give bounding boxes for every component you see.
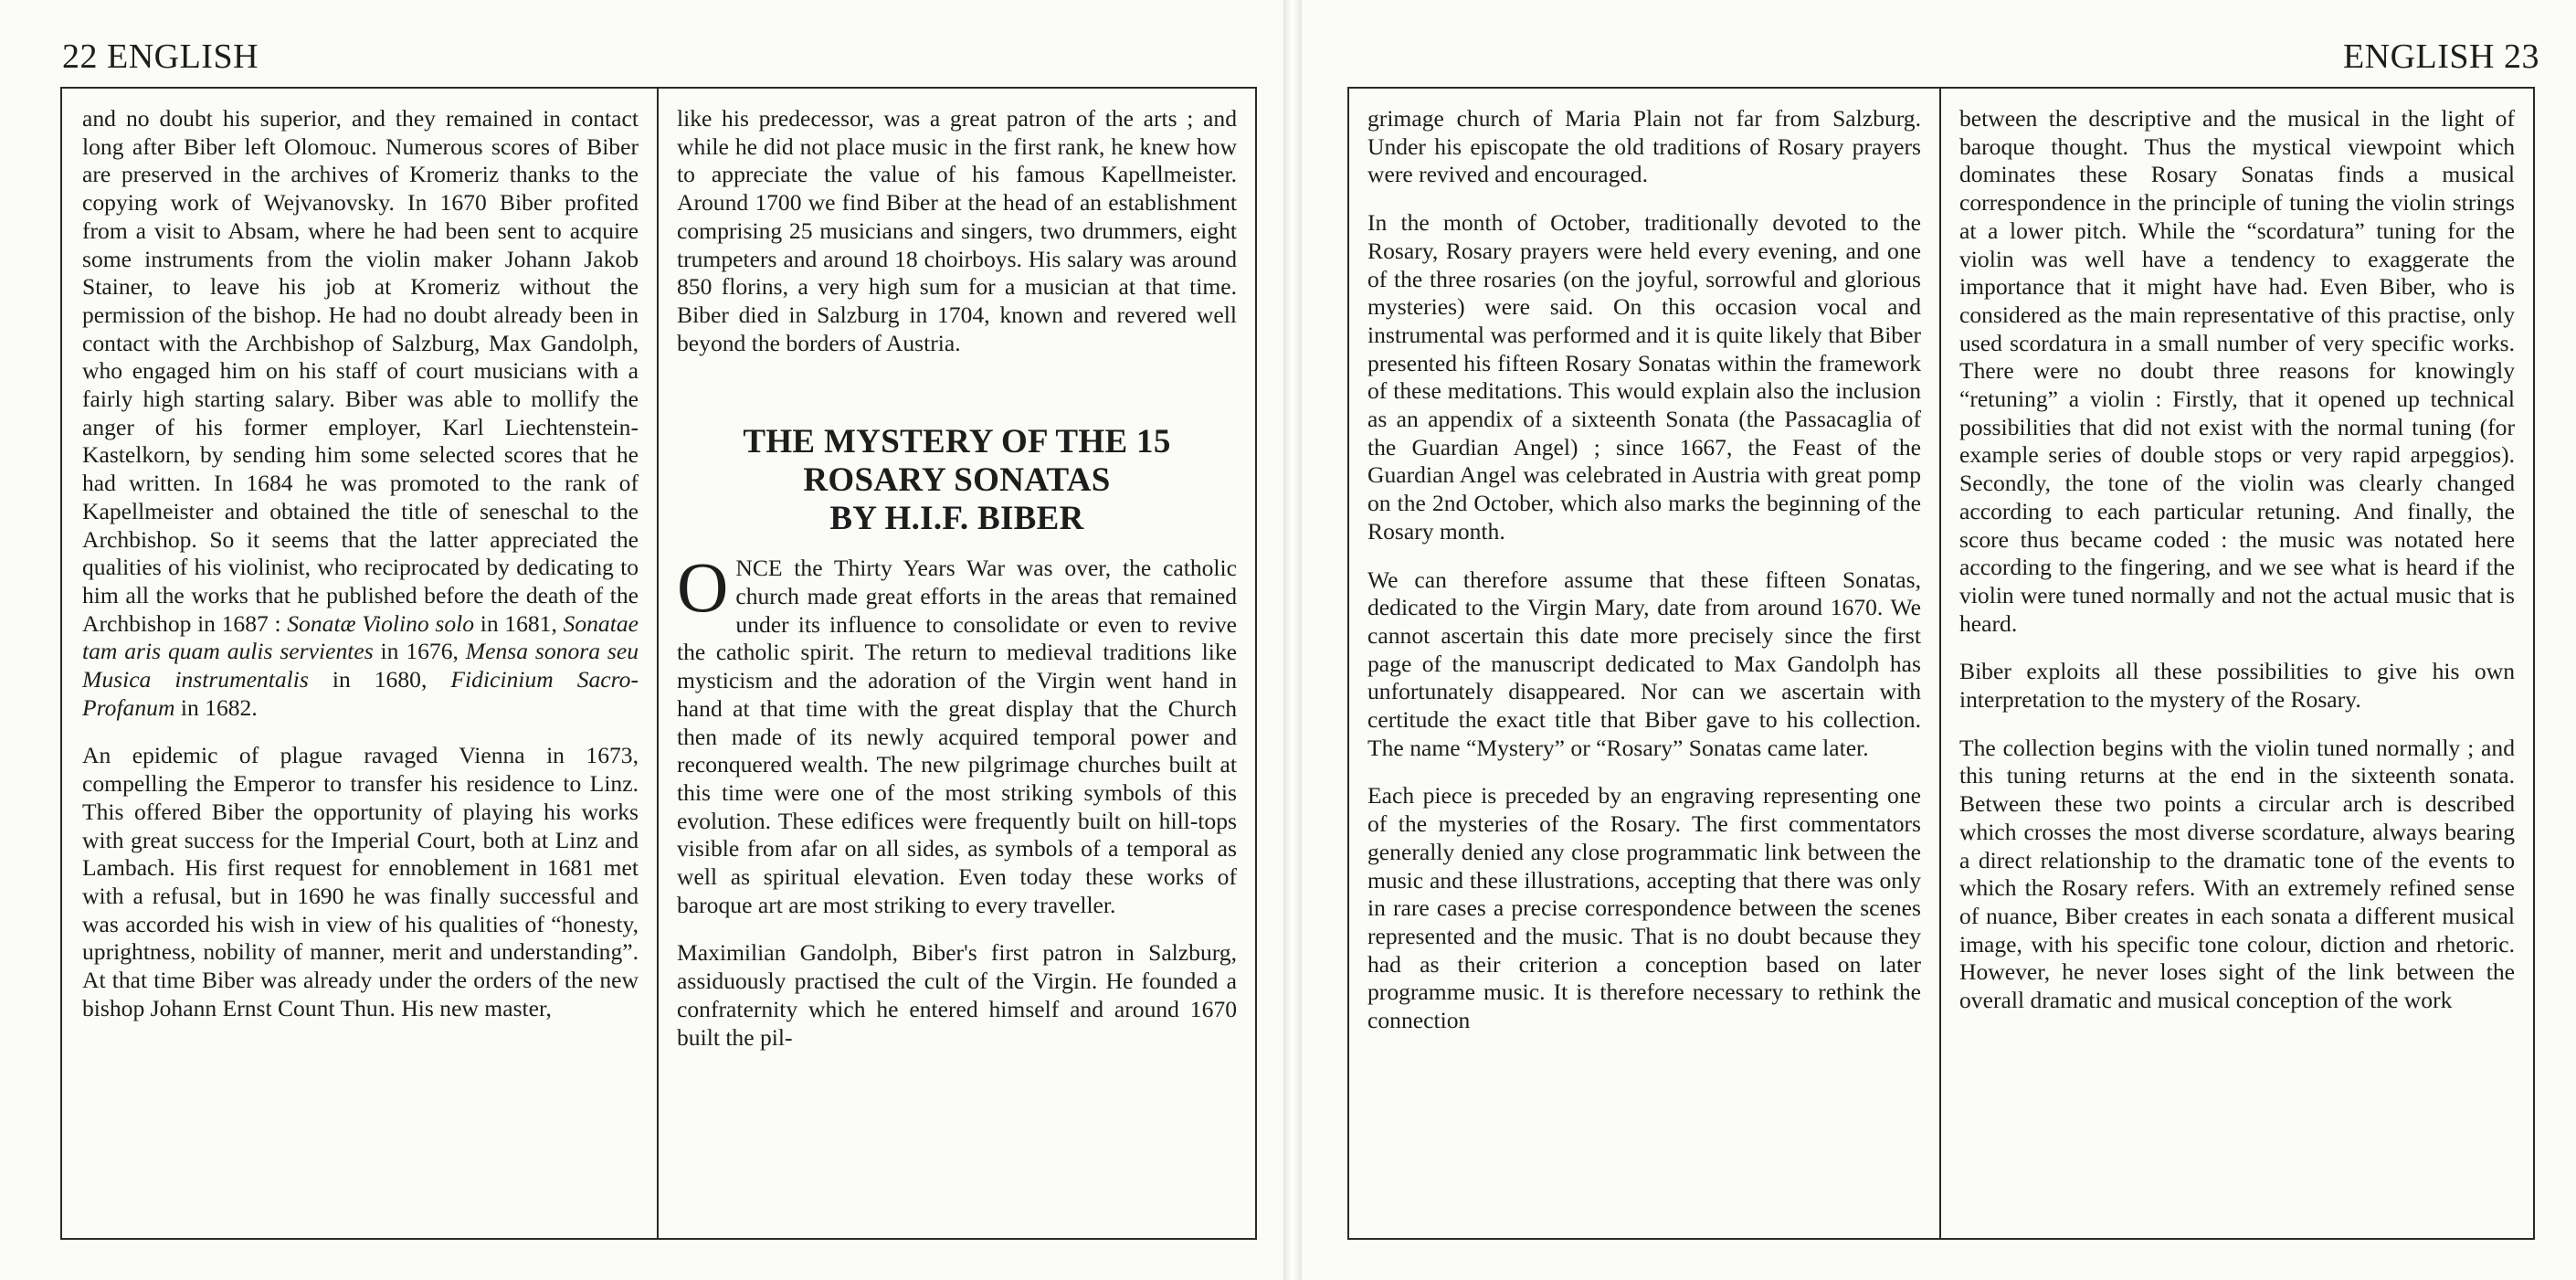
work-title: Sonatae tam aris quam aulis servientes	[82, 609, 639, 665]
column-right-1	[1349, 89, 1941, 1238]
paragraph	[82, 105, 639, 722]
work-title: Sonatæ Violino solo	[287, 609, 475, 637]
paragraph: Each piece is preceded by an engraving representing one of the mysteries of the Rosary. The first commentators generally denied any close programmatic link between the music and these illustrations, accepting that there was only in rare cases a precise correspondence between the scenes represented and the music. That is no doubt because they had as their criterion a conception based on later programme music. It is therefore necessary to rethink the connection	[1367, 782, 1921, 1034]
paragraph-text: and no doubt his superior, and they remained in contact long after Biber left Olomouc. Numerous scores of Biber are preserved in the archives of Kromeriz thanks to the copying work of Wejvanovsky. In 1670 Biber profited from a visit to Absam, where he had been sent to acquire some instruments from the violin maker Johann Jakob Stainer, to leave his job at Kromeriz without the permission of the bishop. He had no doubt already been in contact with the Archbishop of Salzburg, Max Gandolph, who engaged him on his staff of court musicians with a fairly high starting salary. Biber was able to mollify the anger of his former employer, Karl Liechtenstein-Kastelkorn, by sending him some selected scores that he had written. In 1684 he was promoted to the rank of Kapellmeister and obtained the title of seneschal to the Archbishop. So it seems that the latter appreciated the qualities of his violinist, who reciprocated by dedicating to him all the works that he published before the death of the Archbishop in 1687 :	[82, 105, 639, 637]
page-header-left: 22 ENGLISH	[62, 37, 259, 76]
work-title: Mensa sonora seu Musica instrumentalis	[82, 638, 639, 693]
paragraph: In the month of October, traditionally devoted to the Rosary, Rosary prayers were held every evening, and one of the three rosaries (on the joyful, sorrowful and glorious mysteries) were said. On this occasion vocal and instrumental was performed and it is quite likely that Biber presented his fifteen Rosary Sonatas within the framework of these meditations. This would explain also the inclusion as an appendix of a sixteenth Sonata (the Passacaglia of the Guardian Angel) ; since 1667, the Feast of the Guardian Angel was celebrated in Austria with great pomp on the 2nd October, which also marks the beginning of the Rosary month.	[1367, 209, 1921, 545]
paragraph-text: the Thirty Years War was over, the catholic church made great efforts in the areas that remained under its influence to consolidate or even to revive the catholic spirit. The return to medieval traditions like mysticism and the adoration of the Virgin went hand in hand at that time with the great display that the Church then made of its newly acquired temporal power and reconquered wealth. The new pilgrimage churches built at this time were one of the most striking symbols of this evolution. These edifices were frequently built on hill-tops visible from afar on all sides, as symbols of a temporal as well as spiritual elevation. Even today these works of baroque art are most striking to every traveller.	[677, 555, 1237, 918]
paragraph: Biber exploits all these possibilities to give his own interpretation to the mystery of the Rosary.	[1959, 658, 2515, 714]
column-right-2	[1941, 89, 2533, 1238]
heading-line: BY H.I.F. BIBER	[829, 500, 1084, 538]
left-page	[0, 0, 1283, 1280]
paragraph: We can therefore assume that these fifteen Sonatas, dedicated to the Virgin Mary, date from around 1670. We cannot ascertain this date more precisely since the first page of the manuscript dedicated to Max Gandolph has unfortunately disappeared. Nor can we ascertain with certitude the exact title that Biber gave to his collection. The name “Mystery” or “Rosary” Sonatas came later.	[1367, 566, 1921, 761]
heading-line: ROSARY SONATAS	[803, 461, 1111, 500]
paragraph: grimage church of Maria Plain not far from Salzburg. Under his episcopate the old traditions of Rosary prayers were revived and encouraged.	[1367, 105, 1921, 188]
work-year: in 1676,	[373, 638, 466, 665]
text-frame-left	[60, 87, 1257, 1240]
heading-line: THE MYSTERY OF THE 15	[743, 423, 1171, 461]
column-left-1	[62, 89, 659, 1238]
paragraph	[677, 547, 1237, 919]
paragraph: Maximilian Gandolph, Biber's first patron in Salzburg, assiduously practised the cult of the Virgin. He founded a confraternity which he entered himself and around 1670 built the pil-	[677, 939, 1237, 1051]
right-page	[1302, 0, 2576, 1280]
work-year: in 1680,	[308, 666, 451, 693]
paragraph: between the descriptive and the musical in the light of baroque thought. Thus the mystical viewpoint which dominates these Rosary Sonatas finds a musical correspondence in the principle of tuning the violin strings at a lower pitch. While the “scordatura” tuning for the violin was well have a tendency to exaggerate the importance that it might have had. Even Biber, who is considered as the main representative of this practise, only used scordatura in a small number of very specific works. There were no doubt three reasons for knowingly “retuning” a violin : Firstly, that it opened up technical possibilities that did not exist with the normal tuning (for example series of double stops or very rapid arpeggios). Secondly, the tone of the violin was clearly changed according to each particular retuning. And finally, the score thus became coded : the music was notated here according to the fingering, and we see what is heard if the violin were tuned normally and not the actual music that is heard.	[1959, 105, 2515, 637]
column-left-2	[659, 89, 1255, 1238]
small-caps-lead: NCE	[735, 555, 783, 582]
paragraph: An epidemic of plague ravaged Vienna in 1673, compelling the Emperor to transfer his residence to Linz. This offered Biber the opportunity of playing his works with great success for the Imperial Court, both at Linz and Lambach. His first request for ennoblement in 1681 met with a refusal, but in 1690 he was finally successful and was accorded his wish in view of his qualities of “honesty, uprightness, nobility of manner, merit and understanding”. At that time Biber was already under the orders of the new bishop Johann Ernst Count Thun. His new master,	[82, 742, 639, 1021]
work-year: in 1682.	[174, 693, 258, 721]
paragraph: like his predecessor, was a great patron of the arts ; and while he did not place music in the first rank, he knew how to appreciate the value of his famous Kapellmeister. Around 1700 we find Biber at the head of an establishment comprising 25 musicians and singers, two drummers, eight trumpeters and around 18 choirboys. His salary was around 850 florins, a very high sum for a musician at that time. Biber died in Salzburg in 1704, known and revered well beyond the borders of Austria.	[677, 105, 1237, 356]
work-year: in 1681,	[474, 609, 564, 637]
text-frame-right	[1347, 87, 2535, 1240]
section-heading	[677, 423, 1237, 538]
work-title: Fidicinium Sacro-Profanum	[82, 666, 639, 721]
book-gutter	[1283, 0, 1302, 1280]
paragraph: The collection begins with the violin tuned normally ; and this tuning returns at the end in the sixteenth sonata. Between these two points a circular arch is described which crosses the most diverse scordature, always bearing a direct relationship to the dramatic tone of the events to which the Rosary refers. With an extremely refined sense of nuance, Biber creates in each sonata a different musical image, with his specific tone colour, diction and rhetoric. However, he never loses sight of the link between the overall dramatic and musical conception of the work	[1959, 734, 2515, 1014]
page-header-right: ENGLISH 23	[2342, 37, 2539, 76]
drop-cap: O	[677, 547, 729, 628]
